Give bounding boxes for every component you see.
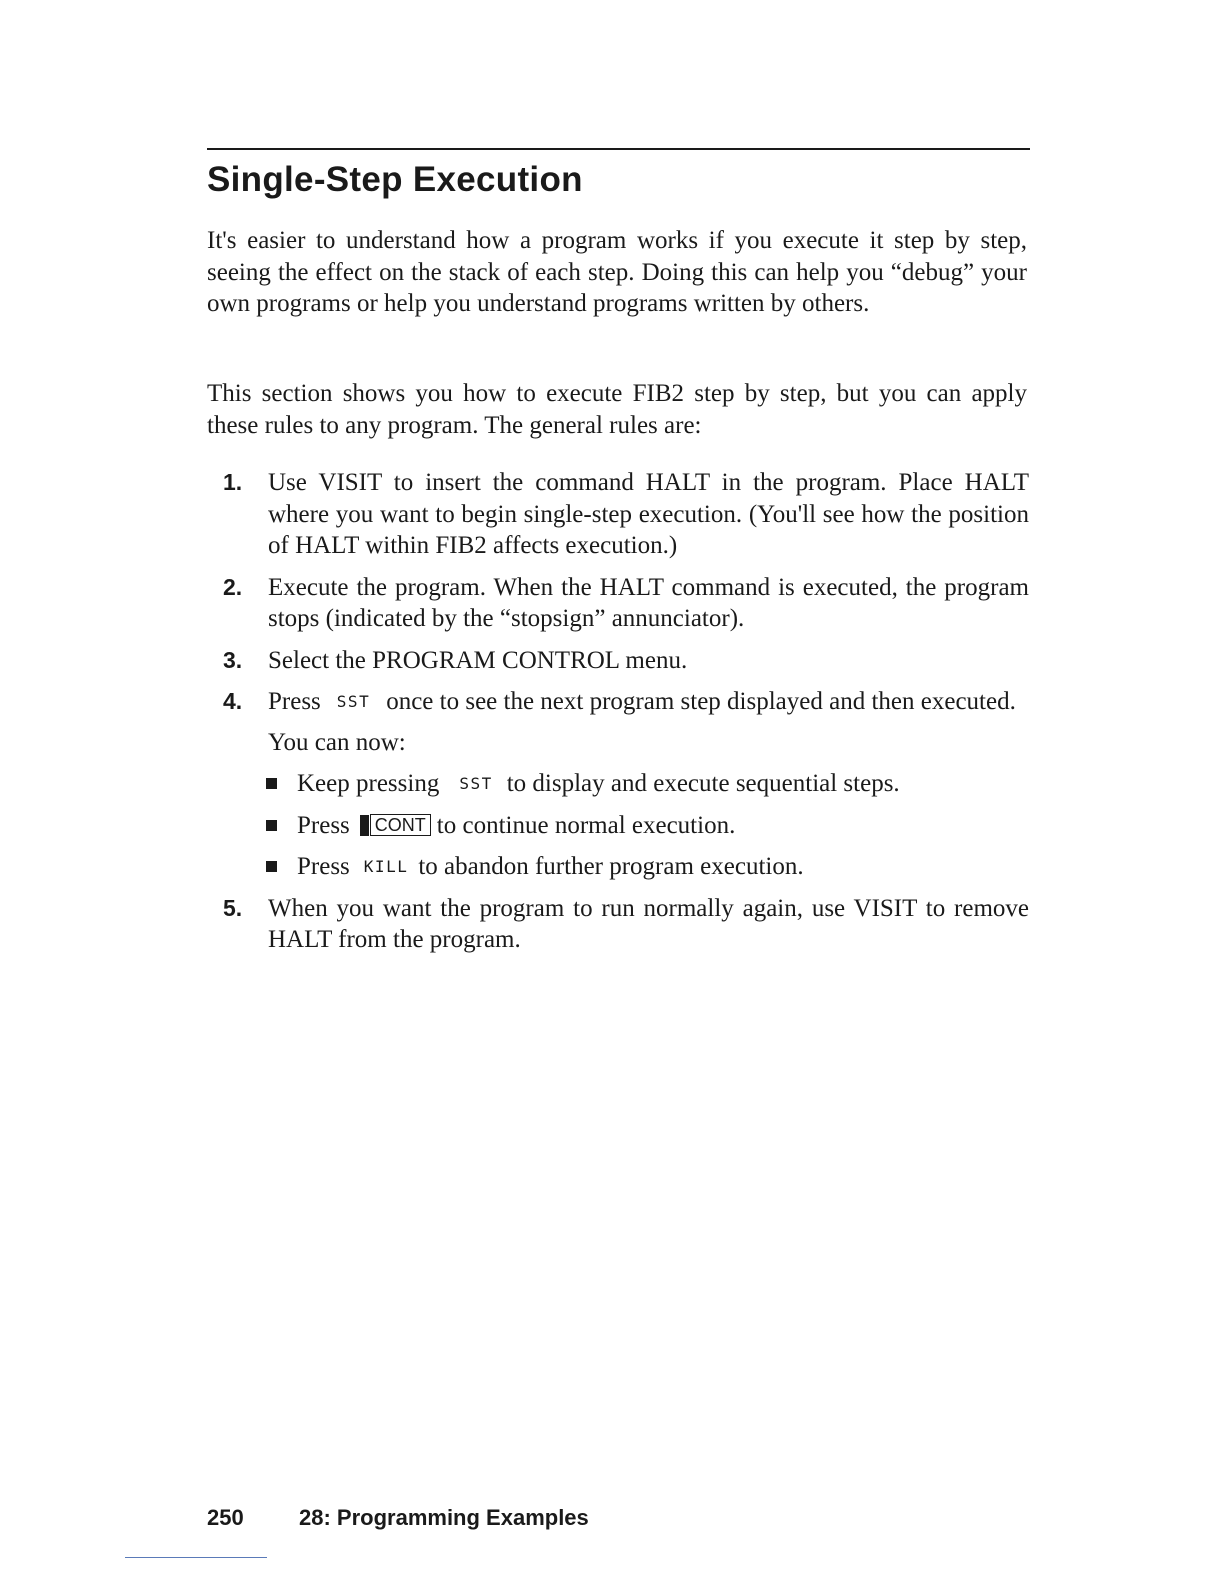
- rules-list: [207, 467, 1029, 966]
- option-text-post: to continue normal execution.: [436, 811, 736, 839]
- rule-step-3: [207, 645, 1029, 677]
- page-footer: [207, 1505, 589, 1531]
- step-text: Select the PROGRAM CONTROL menu.: [268, 646, 688, 674]
- step-number: 2.: [223, 573, 243, 600]
- sst-menu-key: SST: [459, 774, 493, 793]
- option-keep-pressing: [266, 768, 1029, 800]
- step-number: 1.: [223, 469, 243, 495]
- step-text: Execute the program. When the HALT command is executed, the program stops (indicated by the “stopsign” annunciator).: [268, 573, 1029, 632]
- option-text-post: to abandon further program execution.: [418, 853, 804, 880]
- chapter-title: 28: Programming Examples: [299, 1505, 589, 1530]
- rule-step-5: [207, 893, 1029, 956]
- options-list: [266, 768, 1029, 883]
- option-continue: [266, 810, 1029, 842]
- you-can-now-text: You can now:: [268, 728, 406, 756]
- option-text-pre: Press: [297, 853, 350, 880]
- section-top-rule: [207, 148, 1030, 150]
- step-text: When you want the program to run normally again, use VISIT to remove HALT from the program.: [268, 894, 1029, 953]
- step-number: 3.: [223, 646, 243, 673]
- rule-step-2: [207, 572, 1029, 635]
- section-title: Single-Step Execution: [207, 160, 583, 199]
- option-text-post: to display and execute sequential steps.: [506, 770, 900, 797]
- step-text-pre: Press: [268, 688, 321, 715]
- rule-step-4: [207, 686, 1029, 883]
- option-text-pre: Press: [297, 811, 350, 839]
- kill-menu-key: KILL: [363, 857, 409, 876]
- page-number: 250: [207, 1505, 244, 1530]
- intro-paragraph: It's easier to understand how a program works if you execute it step by step, seeing the effect on the stack of each step. Doing this can help you “debug” your own programs or help you understand programs written by others.: [207, 227, 1027, 317]
- scan-edge-line: [125, 1557, 267, 1558]
- shift-key-icon: [360, 815, 369, 836]
- step-number: 5.: [223, 894, 243, 921]
- square-bullet-icon: [266, 778, 277, 789]
- step-text-post: once to see the next program step displayed and then executed.: [386, 688, 1016, 715]
- square-bullet-icon: [266, 861, 277, 872]
- option-kill: [266, 851, 1029, 883]
- sst-menu-key: SST: [336, 692, 371, 711]
- step-number: 4.: [223, 688, 243, 714]
- cont-key: CONT: [370, 814, 431, 836]
- square-bullet-icon: [266, 820, 277, 831]
- option-text-pre: Keep pressing: [297, 770, 440, 797]
- rules-intro-paragraph: This section shows you how to execute FIB2 step by step, but you can apply these rules to any program. The general rules are:: [207, 380, 1027, 439]
- step-text: Use VISIT to insert the command HALT in the program. Place HALT where you want to begin single-step execution. (You'll see how the position of HALT within FIB2 affects execution.): [268, 469, 1029, 559]
- rule-step-1: [207, 467, 1029, 562]
